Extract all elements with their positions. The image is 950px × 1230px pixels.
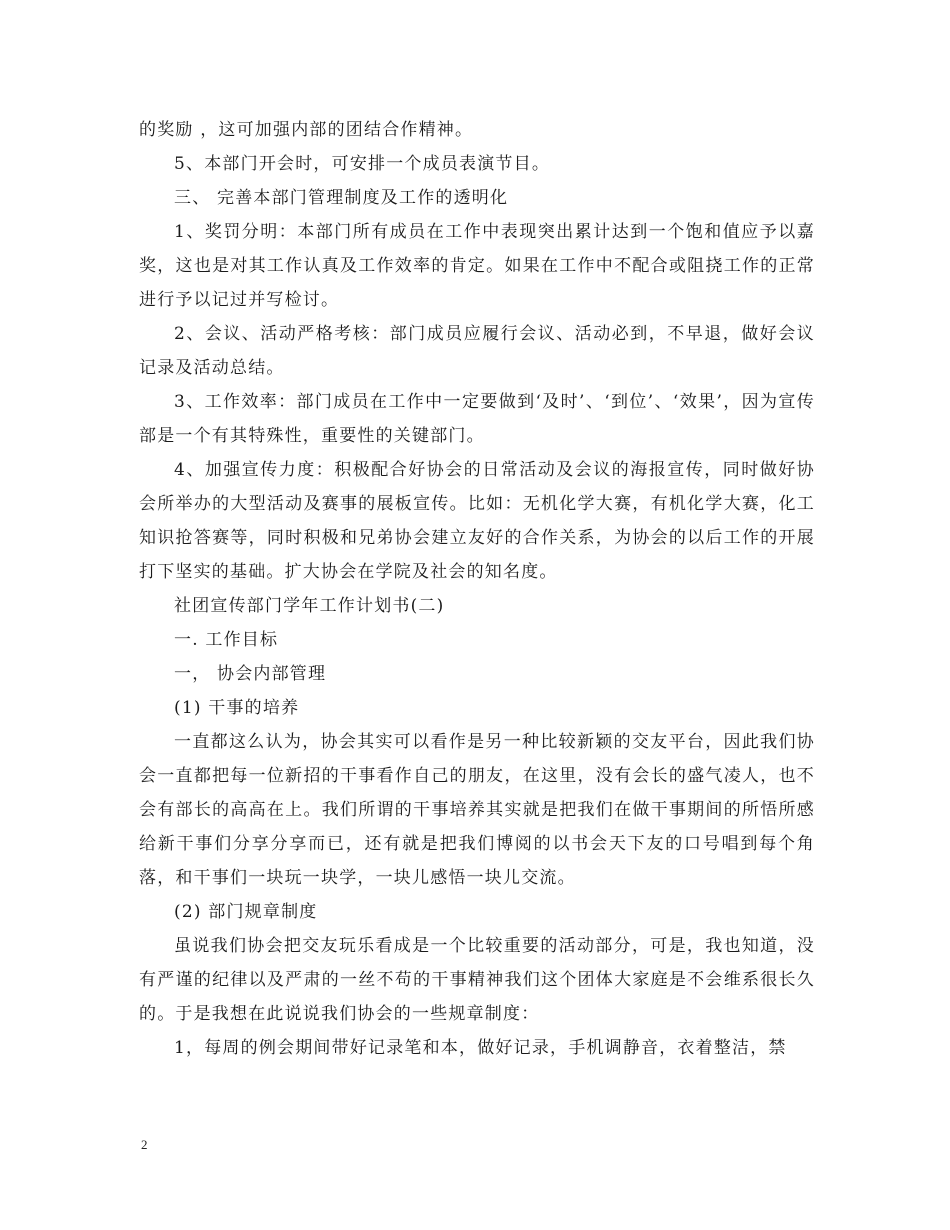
paragraph-14: 虽说我们协会把交友玩乐看成是一个比较重要的活动部分，可是，我也知道，没有严谨的纪律以及严肃的一丝不苟的干事精神我们这个团体大家庭是不会维系很长久的。于是我想在此说说我们协会的一些规章制度：: [139, 936, 815, 1024]
heading-work-goals: 一. 工作目标: [174, 630, 279, 650]
paragraph-7: 4、加强宣传力度：积极配合好协会的日常活动及会议的海报宣传，同时做好协会所举办的大型活动及赛事的展板宣传。比如：无机化学大赛，有机化学大赛，化工知识抢答赛等，同时积极和兄弟协会建立友好的合作关系，为协会的以后工作的开展打下坚实的基础。扩大协会在学院及社会的知名度。: [139, 460, 815, 582]
section-heading-3: 三、 完善本部门管理制度及工作的透明化: [174, 188, 509, 208]
document-subtitle: 社团宣传部门学年工作计划书(二): [174, 596, 445, 616]
paragraph-15: 1，每周的例会期间带好记录笔和本，做好记录，手机调静音，衣着整洁，禁: [174, 1038, 787, 1058]
paragraph-1: 的奖励 ，这可加强内部的团结合作精神。: [139, 120, 474, 140]
paragraph-6: 3、工作效率：部门成员在工作中一定要做到‘及时’、‘到位’、‘效果’，因为宣传部是一个有其特殊性，重要性的关键部门。: [139, 392, 815, 446]
paragraph-2: 5、本部门开会时，可安排一个成员表演节目。: [174, 154, 551, 174]
heading-staff-training: (1) 干事的培养: [174, 698, 300, 718]
heading-internal-management: 一， 协会内部管理: [174, 664, 327, 684]
paragraph-12: 一直都这么认为，协会其实可以看作是另一种比较新颖的交友平台，因此我们协会一直都把每一位新招的干事看作自己的朋友，在这里，没有会长的盛气凌人，也不会有部长的高高在上。我们所谓的干事培养其实就是把我们在做干事期间的所悟所感给新干事们分享分享而已，还有就是把我们博阅的以书会天下友的口号唱到每个角落，和干事们一块玩一块学，一块儿感悟一块儿交流。: [139, 732, 815, 888]
paragraph-5: 2、会议、活动严格考核：部门成员应履行会议、活动必到，不早退，做好会议记录及活动总结。: [139, 324, 815, 378]
page-number: 2: [141, 1137, 148, 1152]
paragraph-4: 1、奖罚分明：本部门所有成员在工作中表现突出累计达到一个饱和值应予以嘉奖，这也是对其工作认真及工作效率的肯定。如果在工作中不配合或阻挠工作的正常进行予以记过并写检讨。: [139, 222, 815, 310]
heading-department-rules: (2) 部门规章制度: [174, 902, 318, 922]
document-body: [139, 113, 815, 1065]
